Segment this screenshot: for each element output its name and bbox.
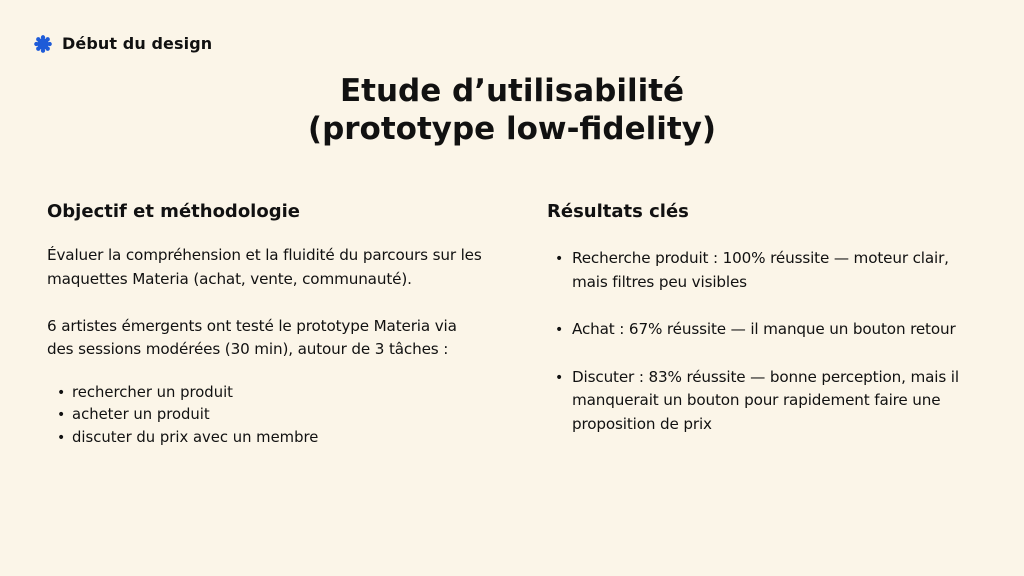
objective-paragraph: Évaluer la compréhension et la fluidité du parcours sur les maquettes Materia (achat, vente, communauté). xyxy=(47,246,482,288)
list-item xyxy=(57,382,487,405)
bullet: • xyxy=(57,429,66,446)
page-title-line-1: Etude d’utilisabilité xyxy=(339,73,685,109)
results-list xyxy=(547,247,987,436)
bullet: • xyxy=(555,321,564,338)
section-label: Début du design xyxy=(62,34,213,53)
task-text: discuter du prix avec un membre xyxy=(72,428,319,446)
methodology-paragraph: 6 artistes émergents ont testé le prototype Materia via des sessions modérées (30 min), autour de 3 tâches : xyxy=(47,316,457,358)
bullet: • xyxy=(57,384,66,401)
bullet: • xyxy=(555,369,564,386)
section-header xyxy=(34,34,212,53)
result-text: Recherche produit : 100% réussite — moteur clair, mais filtres peu visibles xyxy=(572,249,949,291)
task-text: acheter un produit xyxy=(72,406,210,423)
list-item xyxy=(57,427,487,450)
task-list xyxy=(47,382,487,450)
list-item xyxy=(57,404,487,427)
list-item xyxy=(555,318,987,343)
bullet: • xyxy=(57,407,66,423)
objective-heading: Objectif et méthodologie xyxy=(47,201,300,222)
page-title-line-2: (prototype low-fidelity) xyxy=(307,111,717,147)
bullet: • xyxy=(555,251,564,267)
result-text: Discuter : 83% réussite — bonne perception, mais il manquerait un bouton pour rapidement faire une proposition de prix xyxy=(572,367,959,433)
list-item xyxy=(555,366,987,437)
list-item xyxy=(555,247,987,294)
blue-badge-icon xyxy=(34,35,52,53)
objective-section xyxy=(47,199,487,449)
result-text: Achat : 67% réussite — il manque un bouton retour xyxy=(572,319,956,338)
results-heading: Résultats clés xyxy=(547,201,689,222)
page-title xyxy=(0,72,1024,148)
results-section xyxy=(547,199,987,460)
task-text: rechercher un produit xyxy=(72,383,233,401)
